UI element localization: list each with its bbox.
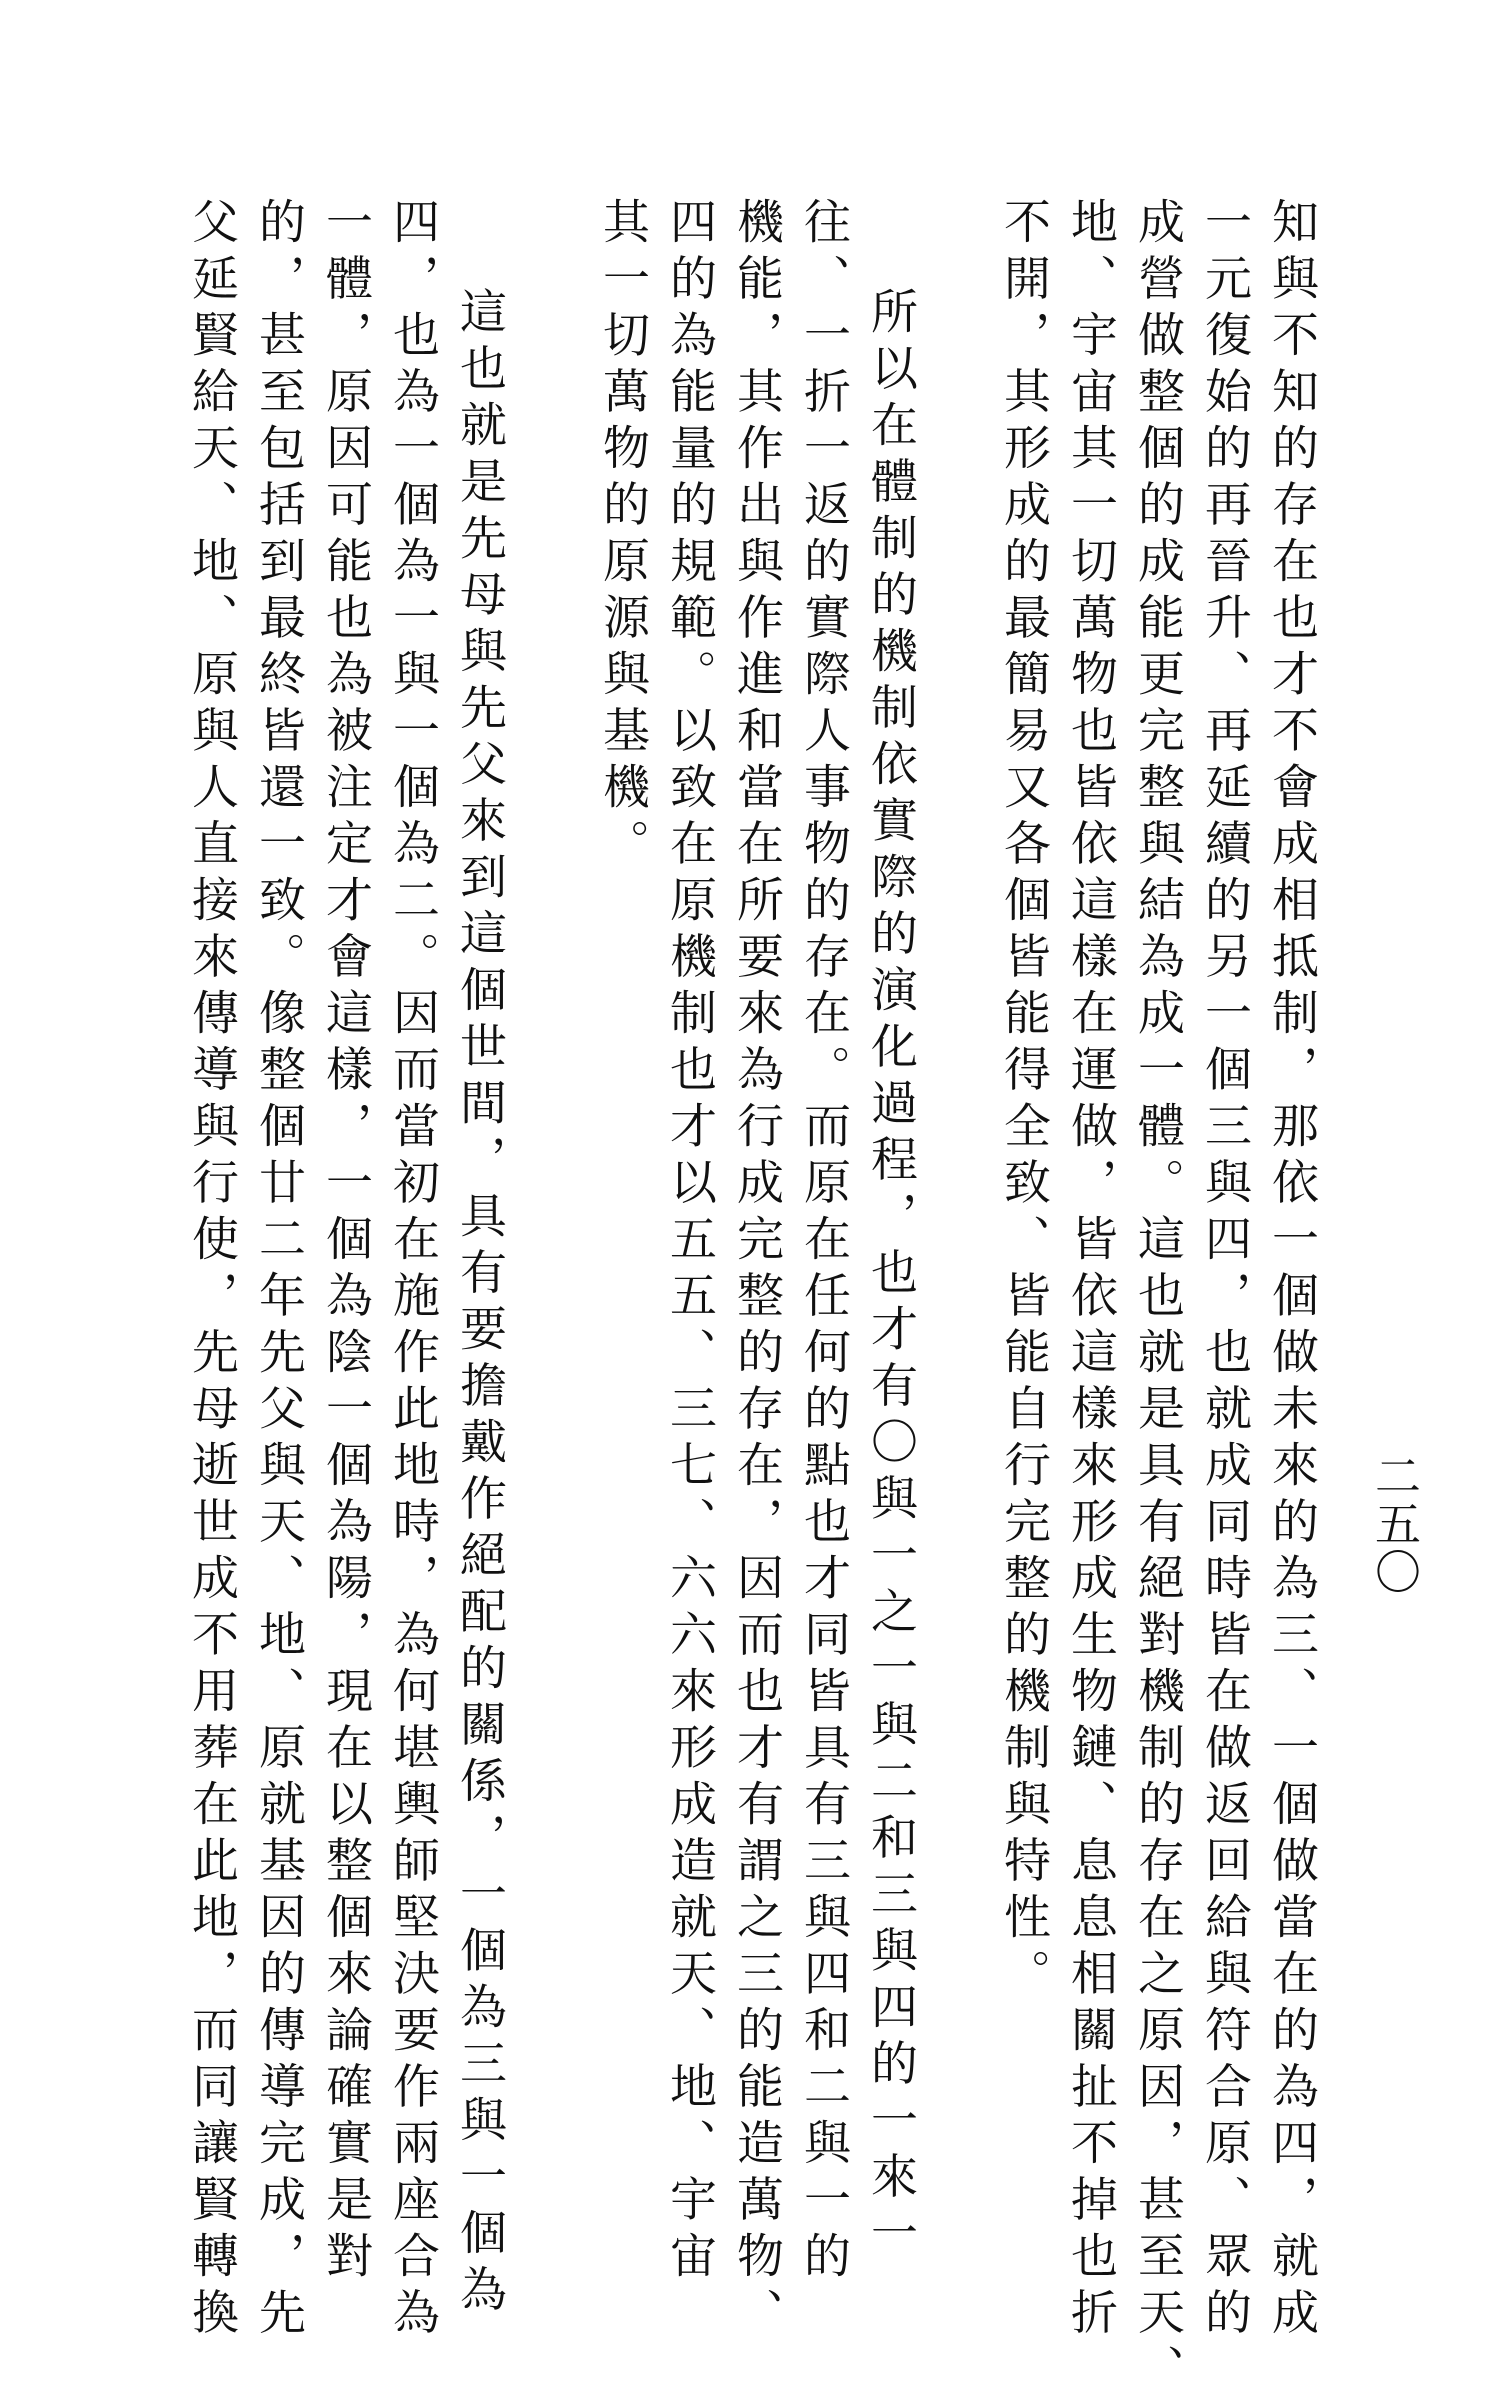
text-column-11: 這也就是先母與先父來到這個世間，具有要擔戴作絕配的關係，一個為三與一個為 <box>452 287 507 2321</box>
text-column-9: 四的為能量的規範。以致在原機制也才以五五、三七、六六來形成造就天、地、宇宙 <box>662 197 717 2288</box>
text-column-10: 其一切萬物的原源與基機。 <box>595 197 650 875</box>
text-column-7: 往、一折一返的實際人事物的存在。而原在任何的點也才同皆具有三與四和二與一的 <box>796 197 851 2288</box>
text-column-13: 一體，原因可能也為被注定才會這樣，一個為陰一個為陽，現在以整個來論確實是對 <box>318 197 373 2288</box>
text-column-1: 知與不知的存在也才不會成相抵制，那依一個做未來的為三、一個做當在的為四，就成 <box>1264 197 1319 2344</box>
text-column-6: 所以在體制的機制依實際的演化過程，也才有〇與一之一與二和三與四的一來一 <box>863 287 918 2265</box>
text-column-4: 地、宇宙其一切萬物也皆依這樣在運做，皆依這樣來形成生物鏈、息息相關扯不掉也折 <box>1063 197 1118 2344</box>
text-column-2: 一元復始的再晉升、再延續的另一個三與四，也就成同時皆在做返回給與符合原、眾的 <box>1197 197 1252 2344</box>
text-column-8: 機能，其作出與作進和當在所要來為行成完整的存在，因而也才有謂之三的能造萬物、 <box>729 197 784 2344</box>
text-column-15: 父延賢給天、地、原與人直接來傳導與行使，先母逝世成不用葬在此地，而同讓賢轉換 <box>184 197 239 2344</box>
text-column-3: 成營做整個的成能更完整與結為成一體。這也就是具有絕對機制的存在之原因，甚至天、 <box>1130 197 1185 2401</box>
text-column-14: 的，甚至包括到最終皆還一致。像整個廿二年先父與天、地、原就基因的傳導完成，先 <box>251 197 306 2344</box>
text-column-12: 四，也為一個為一與一個為二。因而當初在施作此地時，為何堪輿師堅決要作兩座合為 <box>385 197 440 2344</box>
text-column-5: 不開，其形成的最簡易又各個皆能得全致、皆能自行完整的機制與特性。 <box>996 197 1051 2005</box>
page-number: 二五〇 <box>1368 1452 1422 1596</box>
